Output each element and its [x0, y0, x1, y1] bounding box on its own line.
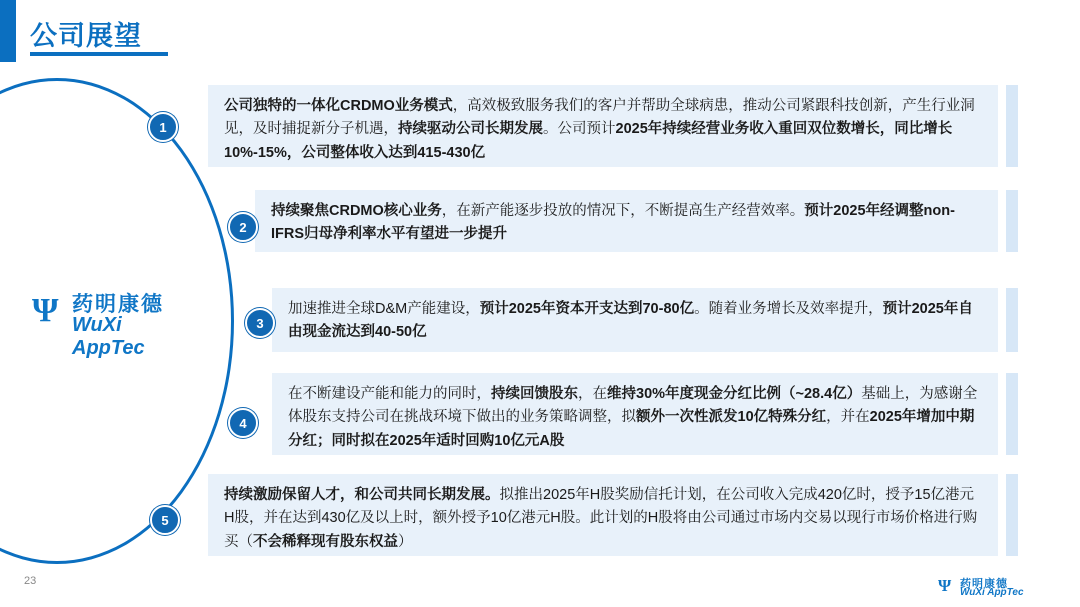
bullet-number: 2 — [239, 219, 247, 235]
bullet-number: 3 — [256, 315, 264, 331]
item-1-tick — [1006, 85, 1018, 167]
bullet-4 — [228, 408, 258, 438]
bullet-number: 4 — [239, 415, 247, 431]
logo-english-name: WuXi AppTec — [72, 314, 145, 359]
item-3-tick — [1006, 288, 1018, 352]
corner-accent-block — [0, 0, 16, 62]
bullet-number: 5 — [161, 512, 169, 528]
footer-logo-chinese-name: 药明康德 — [960, 578, 1008, 590]
bullet-3 — [245, 308, 275, 338]
item-5-tick — [1006, 474, 1018, 556]
footer-logo-english-name: WuXi AppTec — [960, 587, 1024, 598]
outlook-item-5: 持续激励保留人才，和公司共同长期发展。拟推出2025年H股奖励信托计划，在公司收入完成420亿时，授予15亿港元H股，并在达到430亿及以上时，额外授予10亿港元H股。此计划的H股将由公司通过市场内交易以现行市场价格进行购买（不会稀释现有股东权益） — [208, 474, 998, 556]
outlook-item-1: 公司独特的一体化CRDMO业务模式，高效极致服务我们的客户并帮助全球病患，推动公司紧跟科技创新，产生行业洞见，及时捕捉新分子机遇，持续驱动公司长期发展。公司预计2025年持续经营业务收入重回双位数增长，同比增长10%-15%，公司整体收入达到415-430亿 — [208, 85, 998, 167]
outlook-item-2: 持续聚焦CRDMO核心业务，在新产能逐步投放的情况下，不断提高生产经营效率。预计2025年经调整non-IFRS归母净利率水平有望进一步提升 — [255, 190, 998, 252]
bullet-5 — [150, 505, 180, 535]
bullet-1 — [148, 112, 178, 142]
logo-mark-glyph: Ψ — [32, 292, 59, 329]
logo-chinese-name: 药明康德 — [72, 293, 164, 316]
company-logo — [32, 288, 192, 359]
page-title-underline — [30, 52, 168, 56]
page-number: 23 — [24, 575, 37, 587]
item-4-tick — [1006, 373, 1018, 455]
item-2-tick — [1006, 190, 1018, 252]
footer-logo-mark-icon: Ψ — [938, 576, 952, 595]
wuxi-apptec-mark-icon — [32, 292, 66, 330]
bullet-2 — [228, 212, 258, 242]
outlook-item-4: 在不断建设产能和能力的同时，持续回馈股东，在维持30%年度现金分红比例（~28.4亿）基础上，为感谢全体股东支持公司在挑战环境下做出的业务策略调整，拟额外一次性派发10亿特殊分红，并在2025年增加中期分红；同时拟在2025年适时回购10亿元A股 — [272, 373, 998, 455]
outlook-item-3: 加速推进全球D&M产能建设，预计2025年资本开支达到70-80亿。随着业务增长及效率提升，预计2025年自由现金流达到40-50亿 — [272, 288, 998, 352]
bullet-number: 1 — [159, 119, 167, 135]
page-title: 公司展望 — [30, 21, 142, 51]
footer-logo — [938, 578, 1058, 600]
